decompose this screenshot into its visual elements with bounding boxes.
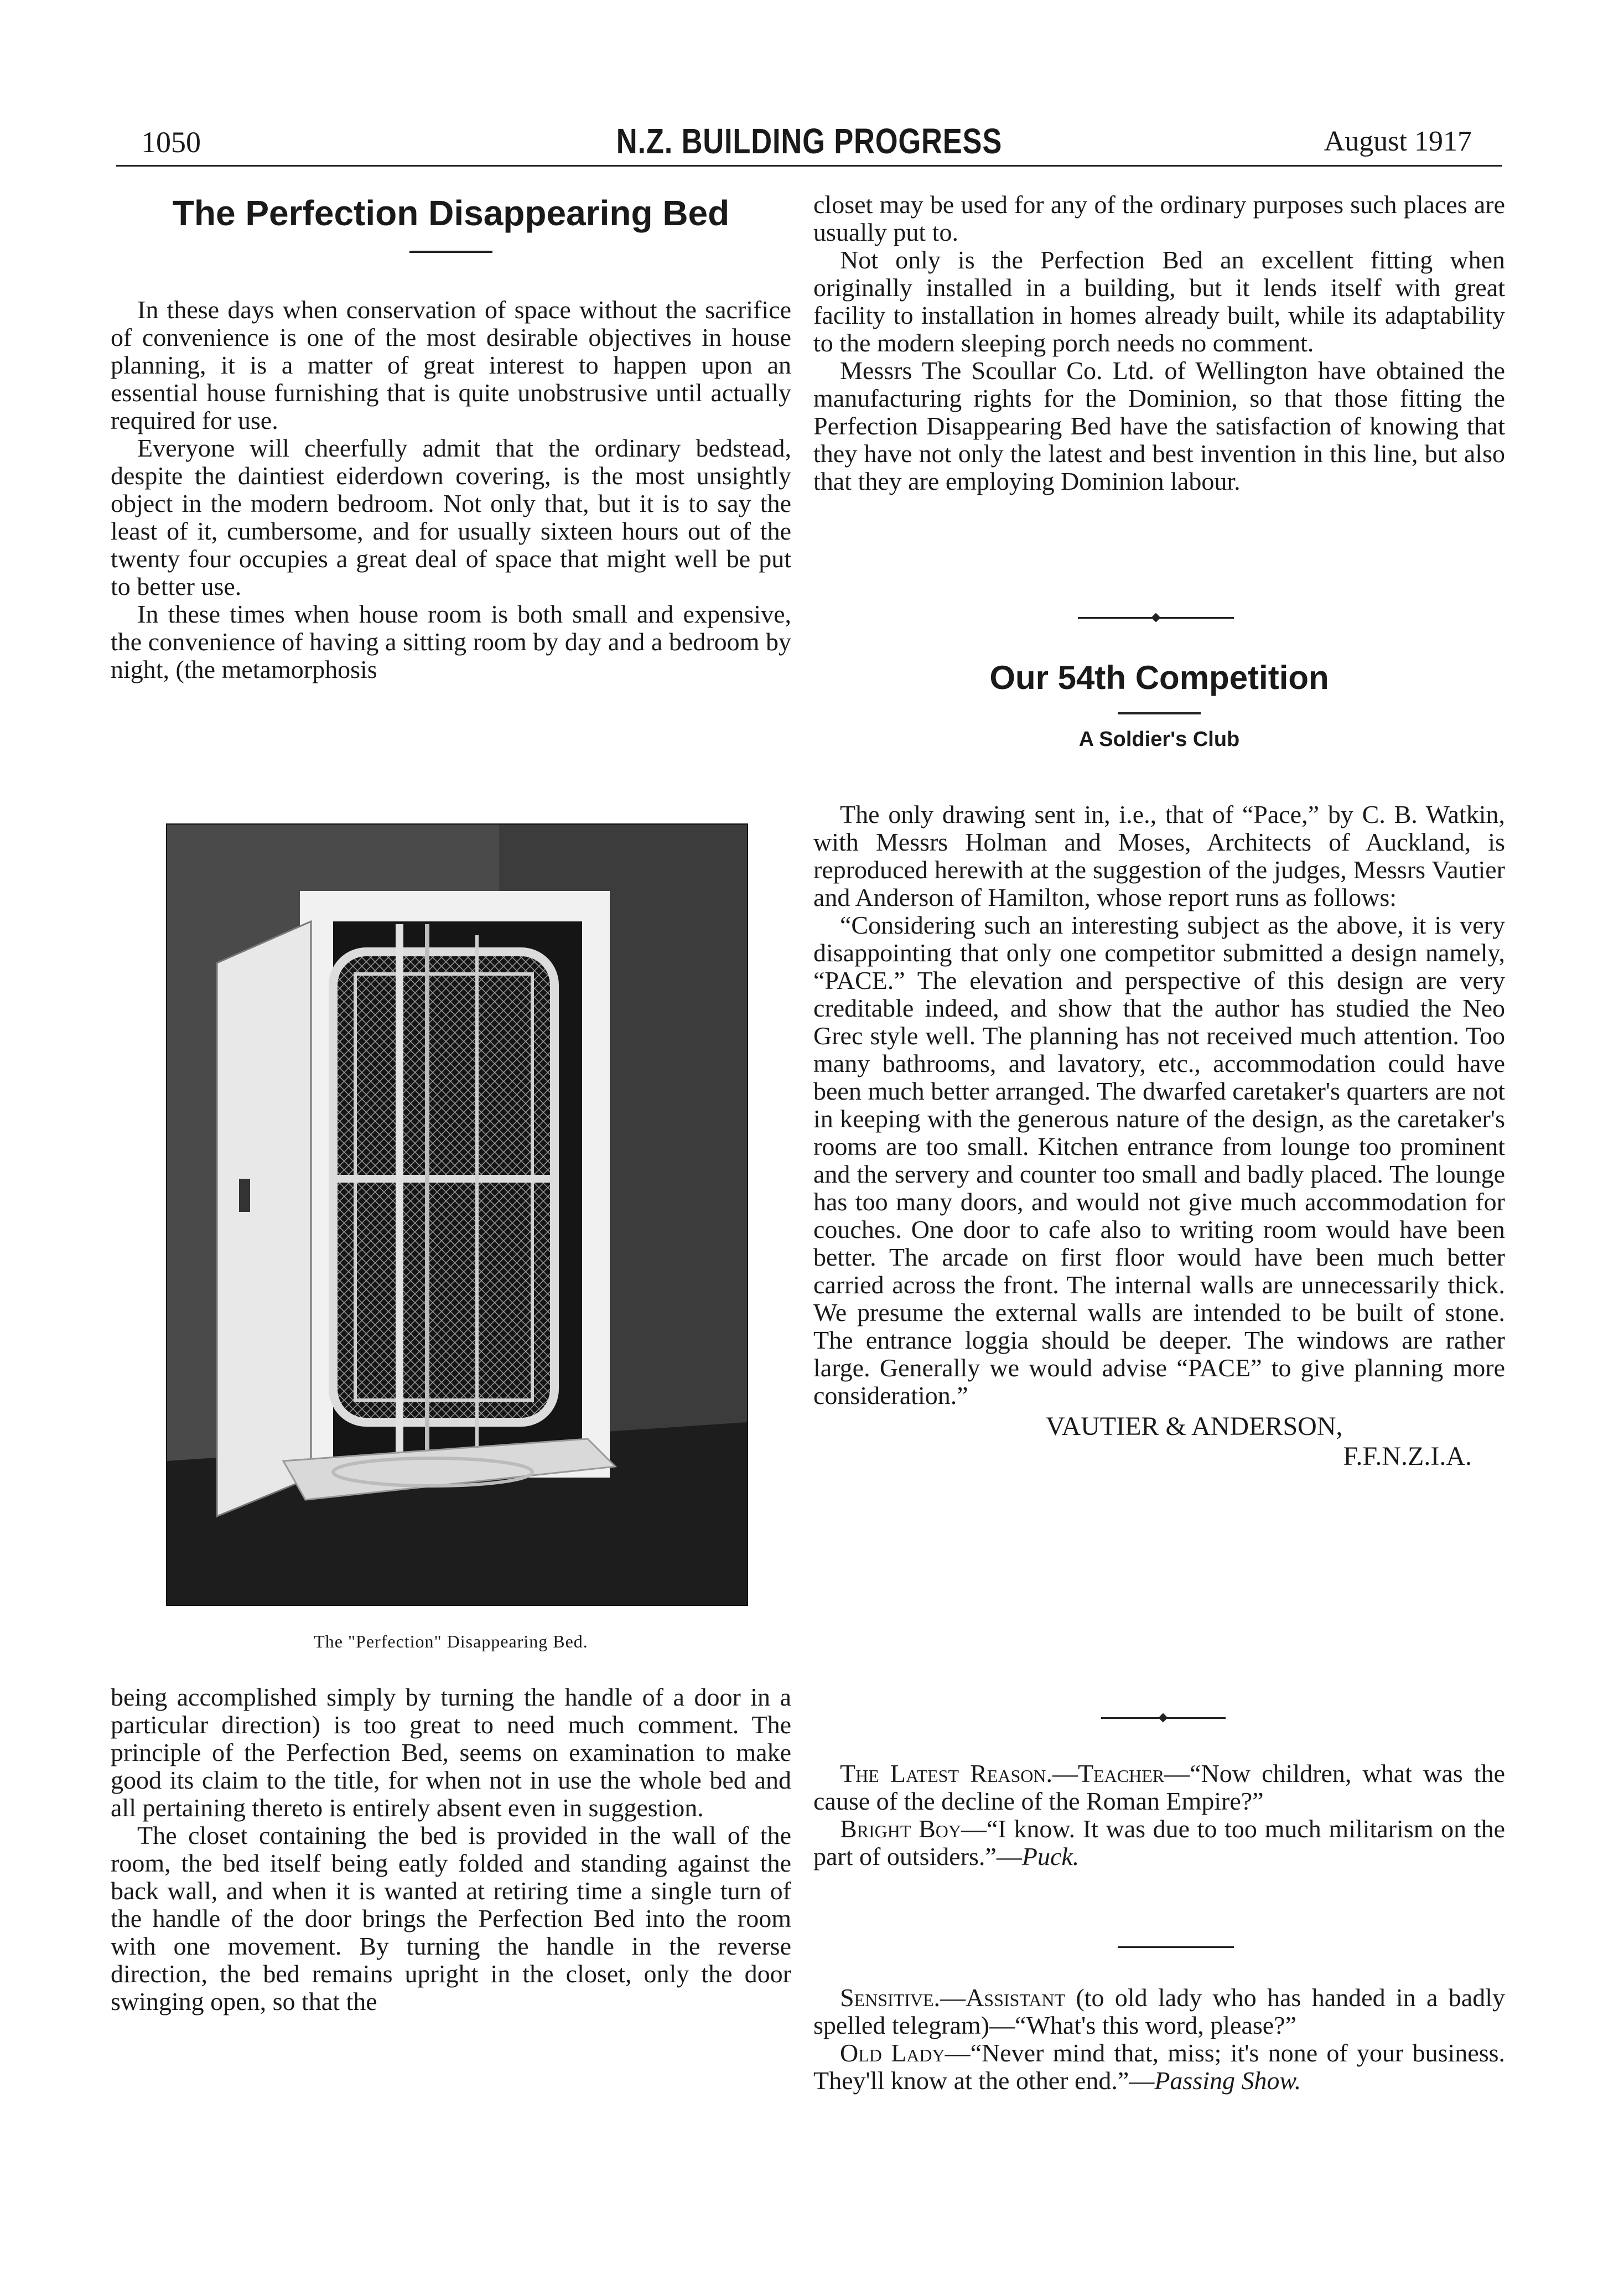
title-rule bbox=[409, 251, 492, 253]
journal-title: N.Z. BUILDING PROGRESS bbox=[616, 121, 1003, 161]
dialogue: “Now children, what was the cause of the decline of the Roman Empire?” bbox=[813, 1759, 1505, 1815]
speaker: Assistant bbox=[966, 1983, 1066, 2012]
page-number: 1050 bbox=[141, 126, 201, 159]
paragraph: Messrs The Scoullar Co. Ltd. of Wellington have obtained the manufacturing rights for the Dominion, so that those fitting the Perfection Disappearing Bed have the satisfaction of knowing that they have not only the latest and best invention in this line, but also that they are employing Dominion labour. bbox=[813, 356, 1505, 495]
divider-ornament bbox=[1159, 1713, 1168, 1723]
divider-ornament bbox=[1151, 613, 1161, 623]
paragraph: In these times when house room is both small and expensive, the convenience of having a sitting room by day and a bedroom by night, (the metamorphosis bbox=[111, 600, 791, 683]
dialogue: “I know. It was due to too much militarism on the part of outsiders.” bbox=[813, 1815, 1505, 1870]
paragraph: closet may be used for any of the ordinary purposes such places are usually put to. bbox=[813, 190, 1505, 246]
article-bed-intro bbox=[111, 191, 791, 683]
joke-latest-reason bbox=[813, 1760, 1505, 1870]
article-subtitle: A Soldier's Club bbox=[1078, 728, 1240, 751]
bed-photograph bbox=[166, 823, 748, 1606]
joke-heading: Sensitive. bbox=[840, 1983, 941, 2012]
paragraph: Not only is the Perfection Bed an excellent fitting when originally installed in a building, but it lends itself with great facility to installation in homes already built, while its adaptability to the modern sleeping porch needs no comment. bbox=[813, 246, 1505, 357]
source: Passing Show. bbox=[1154, 2066, 1301, 2095]
issue-date: August 1917 bbox=[1324, 126, 1472, 157]
joke-sensitive bbox=[813, 1984, 1505, 2095]
joke-heading: The Latest Reason. bbox=[840, 1759, 1053, 1787]
article-title-competition: Our 54th Competition bbox=[989, 659, 1329, 696]
joke-paragraph: Old Lady—“Never mind that, miss; it's none of your business. They'll know at the other end.”—Passing Show. bbox=[813, 2039, 1505, 2095]
section-divider bbox=[1118, 1946, 1234, 1948]
paragraph: The closet containing the bed is provided in the wall of the room, the bed itself being eatly folded and standing against the back wall, and when it is wanted at retiring time a single turn of the handle of the door brings the Perfection Bed into the room with one movement. By turning the handle in the reverse direction, the bed remains upright in the closet, only the door swinging open, so that the bbox=[111, 1821, 791, 2015]
article-bed-continued bbox=[111, 1683, 791, 2015]
joke-paragraph: Sensitive.—Assistant (to old lady who has handed in a badly spelled telegram)—“What's this word, please?” bbox=[813, 1983, 1506, 2039]
photo-caption: The "Perfection" Disappearing Bed. bbox=[314, 1631, 588, 1651]
article-competition bbox=[813, 656, 1505, 1471]
paragraph: Everyone will cheerfully admit that the ordinary bedstead, despite the daintiest eiderdown covering, is the most unsightly object in the modern bedroom. Not only that, but it is to say the least of it, cumbersome, and for usually sixteen hours out of the twenty four occupies a great deal of space that might well be put to better use. bbox=[111, 434, 791, 600]
paragraph: “Considering such an interesting subject as the above, it is very disappointing that only one competitor submitted a design namely, “PACE.” The elevation and perspective of this design are very creditable indeed, and show that the author has studied the Neo Grec style well. The planning has not received much attention. Too many bathrooms, and lavatory, etc., accommodation could have been much better arranged. The dwarfed caretaker's quarters are not in keeping with the generous nature of the design, as the caretaker's rooms are too small. Kitchen entrance from lounge too prominent and the servery and counter too small and badly placed. The lounge has too many doors, and would not give much accommodation for couches. One door to cafe also to writing room would have been better. The arcade on first floor would have been much better carried across the front. The internal walls are unnecessarily thick. We presume the external walls are intended to be built of stone. The entrance loggia should be deeper. The windows are rather large. Generally we would advise “PACE” to give planning more consideration.” bbox=[813, 911, 1505, 1410]
joke-paragraph: Bright Boy—“I know. It was due to too much militarism on the part of outsiders.”—Puck. bbox=[813, 1815, 1505, 1870]
signature-name: VAUTIER & ANDERSON, bbox=[1046, 1412, 1343, 1441]
paragraph: In these days when conservation of space without the sacrifice of convenience is one of the most desirable objectives in house planning, it is a matter of great interest to happen upon an essential house furnishing that is quite unobstrusive until actually required for use. bbox=[111, 296, 791, 434]
dialogue: (to old lady who has handed in a badly spelled telegram)—“What's this word, please?” bbox=[813, 1983, 1506, 2039]
bed-illustration bbox=[167, 825, 747, 1605]
paragraph: The only drawing sent in, i.e., that of “Pace,” by C. B. Watkin, with Messrs Holman and Moses, Architects of Auckland, is reproduced herewith at the suggestion of the judges, Messrs Vautier and Anderson of Hamilton, whose report runs as follows: bbox=[813, 800, 1505, 911]
source: Puck. bbox=[1021, 1842, 1080, 1870]
dialogue: “Never mind that, miss; it's none of your business. They'll know at the other end.” bbox=[813, 2039, 1505, 2095]
signature-title: F.F.N.Z.I.A. bbox=[1343, 1442, 1472, 1471]
article-title-bed: The Perfection Disappearing Bed bbox=[172, 193, 730, 233]
title-rule bbox=[1118, 712, 1201, 714]
article-bed-end bbox=[813, 191, 1505, 495]
joke-paragraph: The Latest Reason.—Teacher—“Now children, what was the cause of the decline of the Roman Empire?” bbox=[813, 1759, 1505, 1815]
speaker: Old Lady bbox=[840, 2039, 945, 2067]
speaker: Bright Boy bbox=[840, 1815, 961, 1843]
page-header bbox=[116, 121, 1502, 167]
paragraph: being accomplished simply by turning the handle of a door in a particular direction) is too great to need much comment. The principle of the Perfection Bed, seems on examination to make good its claim to the title, for when not in use the whole bed and all pertaining thereto is entirely absent even in suggestion. bbox=[111, 1683, 791, 1822]
speaker: Teacher bbox=[1078, 1759, 1165, 1787]
